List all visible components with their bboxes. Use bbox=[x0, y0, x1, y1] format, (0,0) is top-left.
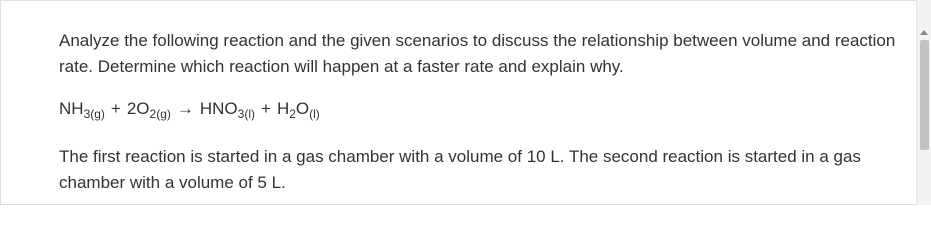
chemical-equation bbox=[59, 96, 320, 122]
reactant-2-formula: 2O bbox=[126, 99, 150, 118]
product-1-subscript: 3(l) bbox=[237, 107, 255, 121]
vertical-scrollbar[interactable] bbox=[916, 0, 931, 205]
reactant-1-formula: NH bbox=[59, 99, 84, 118]
reaction-arrow: → bbox=[176, 99, 194, 118]
scenario-text: The first reaction is started in a gas chamber with a volume of 10 L. The second reaction is started in a gas chamber with a volume of 5 L. bbox=[59, 147, 861, 192]
question-prompt: Analyze the following reaction and the given scenarios to discuss the relationship between volume and reaction rate. Determine which reaction will happen at a faster rate and explain why. bbox=[59, 31, 896, 76]
reactant-2-subscript: 2(g) bbox=[149, 107, 171, 121]
product-2-formula-o: O bbox=[295, 99, 310, 118]
product-2-formula-h: H bbox=[276, 99, 290, 118]
plus-sign: + bbox=[110, 99, 121, 118]
product-2-subscript-state: (l) bbox=[309, 107, 320, 121]
product-1-formula: HNO bbox=[199, 99, 238, 118]
reactant-1-subscript: 3(g) bbox=[83, 107, 105, 121]
scrollbar-thumb[interactable] bbox=[920, 40, 929, 150]
scroll-up-arrow-icon[interactable] bbox=[920, 30, 928, 35]
product-2-subscript-h: 2 bbox=[289, 107, 296, 121]
plus-sign: + bbox=[261, 99, 271, 118]
